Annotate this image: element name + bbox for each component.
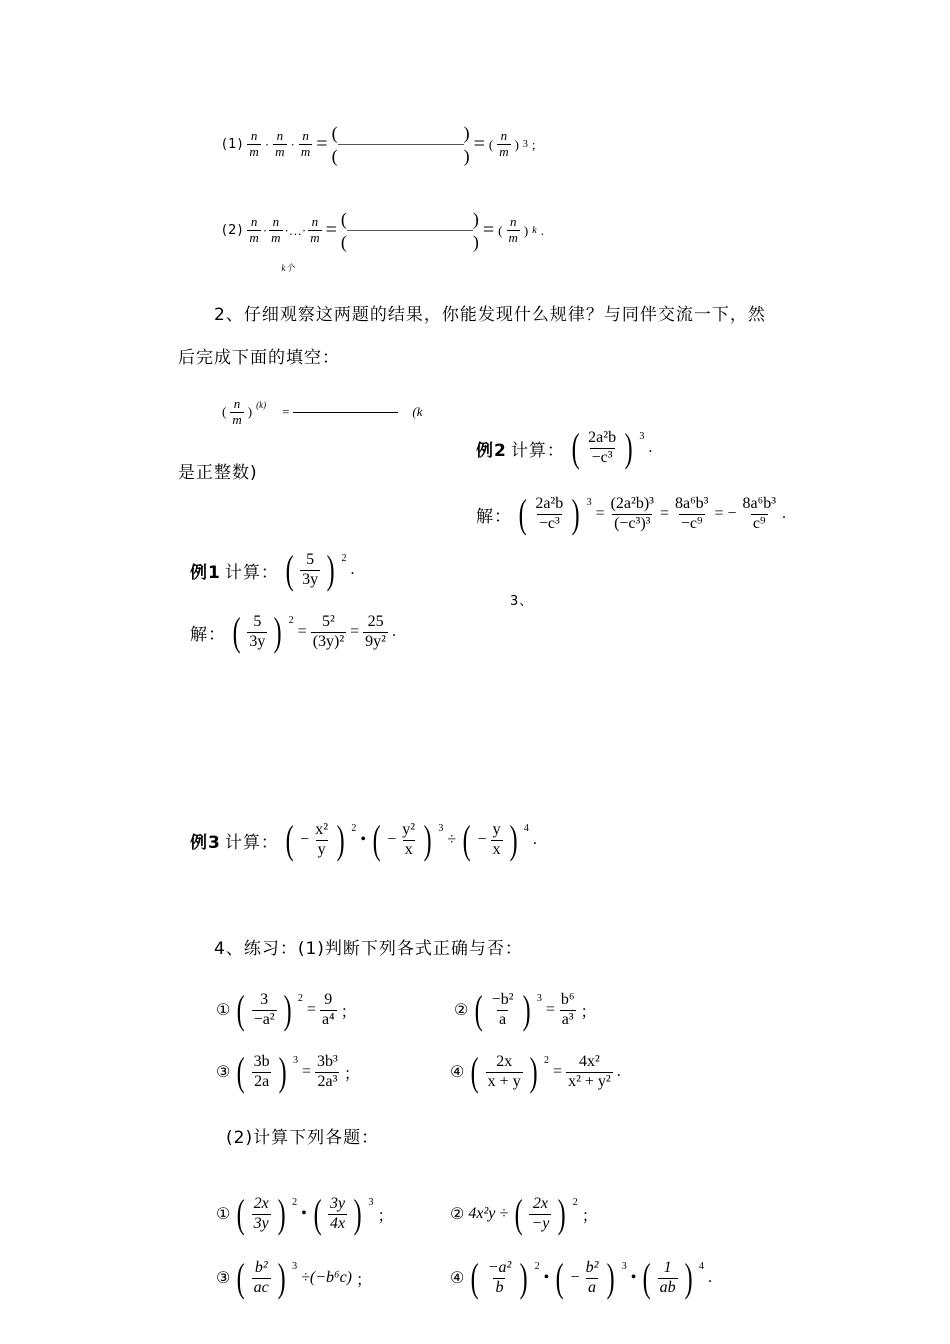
- judge-item-3: ③ ( $\frac{3b}{2a}$ ) 3 = $\frac{\text{3b³}}{\text{2a³}}$ ；: [216, 1049, 360, 1094]
- calc-item-4: ④ ( $\frac{\text{−a²}}{b}$ ) 2 • ( − $\frac{\text{b²}}{a}$ ) 3 • ( $\frac{1}{ab}$ ) 4 .: [450, 1255, 712, 1300]
- question-2: (2) $\frac{n}{m}$ · $\frac{n}{m}$ ·…· $\frac{n}{m}$ k个 = ( ) ( ) = ( $\frac{n}{m}$ ) k .: [222, 209, 544, 274]
- fill-note: 是正整数): [178, 463, 258, 483]
- fraction: $\frac{n}{m}$: [275, 128, 285, 159]
- instruction-line-1: 2、仔细观察这两题的结果，你能发现什么规律？与同伴交流一下，然: [214, 305, 766, 325]
- judge-item-2: ② ( $\frac{\text{−b²}}{a}$ ) 3 = $\frac{\text{b⁶}}{\text{a³}}$ ；: [454, 987, 597, 1032]
- q2-number: (2): [222, 223, 244, 238]
- judge-item-1: ① ( $\frac{3}{\text{−a²}}$ ) 2 = $\frac{9}{\text{a⁴}}$ ；: [216, 987, 357, 1032]
- practice-part-2: (2)计算下列各题：: [226, 1128, 380, 1148]
- example-3: 例3 计算： ( − $\frac{\text{x²}}{y}$ ) 2 • ( − $\frac{\text{y²}}{x}$ ) 3 ÷ ( − $\frac{y}{x}$ ) 4 .: [190, 817, 537, 862]
- fraction: $\frac{n}{m}$: [300, 128, 311, 159]
- calc-item-2: ② 4x²y ÷ ( $\frac{2x}{-y}$ ) 2 ；: [450, 1191, 598, 1236]
- example-1: 例1 计算： ( $\frac{5}{3y}$ ) 2 .: [190, 547, 355, 592]
- example-1-solution: 解： ( $\frac{5}{3y}$ ) 2 = $\frac{\text{5²}}{\text{(3y)²}}$ = $\frac{25}{\text{9y²}}$ .: [190, 609, 396, 654]
- calc-item-3: ③ ( $\frac{\text{b²}}{ac}$ ) 3 ÷(−b⁶c) ；: [216, 1255, 373, 1300]
- fraction: $\frac{n}{m}$: [249, 128, 259, 159]
- blank-fraction: ( ) ( ): [340, 209, 479, 252]
- fill-blank-formula: ( $\frac{n}{m}$ ) (k) = (k: [222, 396, 423, 427]
- question-1: (1) $\frac{n}{m}$ · $\frac{n}{m}$ · $\frac{n}{m}$ = ( ) ( ) = ( $\frac{n}{m}$ ) 3 ;: [222, 123, 536, 166]
- blank-fraction: ( ) ( ): [331, 123, 470, 166]
- calc-item-1: ① ( $\frac{2x}{3y}$ ) 2 • ( $\frac{3y}{4x}$ ) 3 ；: [216, 1191, 394, 1236]
- example-2: 例2 计算： ( $\frac{\text{2a²b}}{\text{−c³}}$ ) 3 .: [476, 425, 653, 470]
- fraction: $\frac{n}{m}$: [499, 128, 509, 159]
- practice-title: 4、练习：(1)判断下列各式正确与否：: [214, 939, 523, 959]
- q1-number: (1): [222, 137, 244, 152]
- section-3-label: 3、: [510, 594, 534, 609]
- k-count-label: k个: [281, 263, 295, 274]
- judge-item-4: ④ ( $\frac{2x}{x + y}$ ) 2 = $\frac{\text{4x²}}{\text{x² + y²}}$ .: [450, 1049, 621, 1094]
- instruction-line-2: 后完成下面的填空：: [178, 348, 340, 368]
- example-2-solution: 解： ( $\frac{\text{2a²b}}{\text{−c³}}$ ) 3 = $\frac{\text{(2a²b)³}}{\text{(−c³)³}}$ = $\frac{\text{8a⁶b³}}{\text{−c⁹}}$ = − $\frac{\text{8a⁶b³}}{\text{c⁹}}$ .: [476, 491, 786, 536]
- answer-blank[interactable]: [293, 411, 398, 413]
